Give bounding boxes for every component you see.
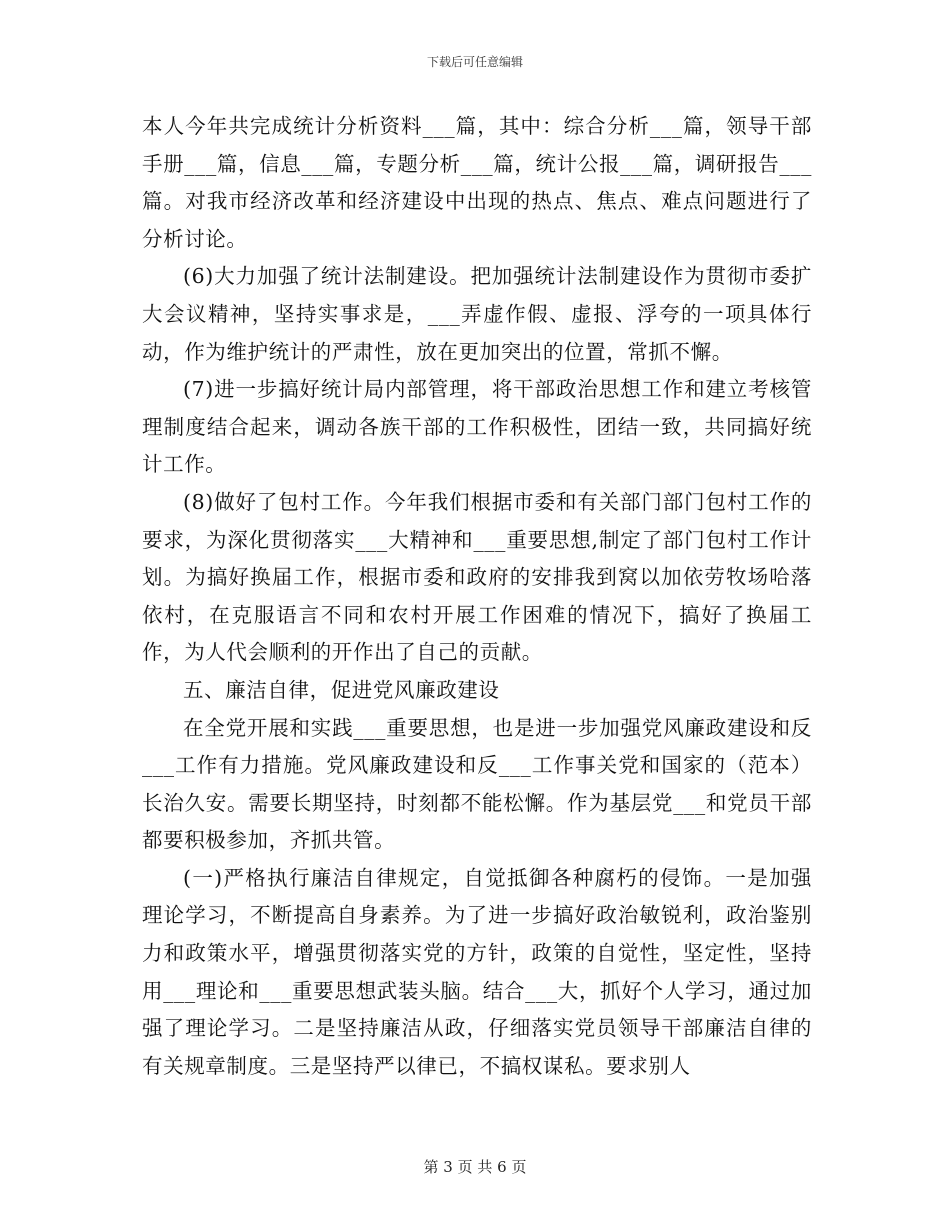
paragraph-item-8: (8)做好了包村工作。今年我们根据市委和有关部门部门包村工作的要求，为深化贯彻落实___大精神和___重要思想,制定了部门包村工作计划。为搞好换届工作，根据市委和政府的安排我到窝以加依劳牧场哈落依村，在克服语言不同和农村开展工作困难的情况下，搞好了换届工作，为人代会顺利的开作出了自己的贡献。: [142, 489, 812, 665]
page-number-footer: 第 3 页 共 6 页: [423, 1158, 527, 1176]
document-body: [142, 108, 812, 1085]
paragraph-subsection-one: (一)严格执行廉洁自律规定，自觉抵御各种腐朽的侵饰。一是加强理论学习，不断提高自身素养。为了进一步搞好政治敏锐利，政治鉴别力和政策水平，增强贯彻落实党的方针，政策的自觉性，坚定性，坚持用___理论和___重要思想武装头脑。结合___大，抓好个人学习，通过加强了理论学习。二是坚持廉洁从政，仔细落实党员领导干部廉洁自律的有关规章制度。三是坚持严以律已，不搞权谋私。要求别人: [142, 865, 812, 1078]
paragraph-item-6: (6)大力加强了统计法制建设。把加强统计法制建设作为贯彻市委扩大会议精神，坚持实事求是，___弄虚作假、虚报、浮夸的一项具体行动，作为维护统计的严肃性，放在更加突出的位置，常抓不懈。: [142, 264, 812, 364]
page-header-note: 下载后可任意编辑: [426, 55, 523, 69]
section-heading-five: 五、廉洁自律，促进党风廉政建设: [183, 677, 500, 702]
paragraph-statistics-materials: 本人今年共完成统计分析资料___篇，其中：综合分析___篇，领导干部手册___篇，信息___篇，专题分析___篇，统计公报___篇，调研报告___篇。对我市经济改革和经济建设中出现的热点、焦点、难点问题进行了分析讨论。: [142, 114, 812, 251]
paragraph-party-conduct: 在全党开展和实践___重要思想，也是进一步加强党风廉政建设和反___工作有力措施。党风廉政建设和反___工作事关党和国家的（范本）长治久安。需要长期坚持，时刻都不能松懈。作为基层党___和党员干部都要积极参加，齐抓共管。: [142, 715, 812, 853]
paragraph-item-7: (7)进一步搞好统计局内部管理，将干部政治思想工作和建立考核管理制度结合起来，调动各族干部的工作积极性，团结一致，共同搞好统计工作。: [142, 377, 812, 477]
